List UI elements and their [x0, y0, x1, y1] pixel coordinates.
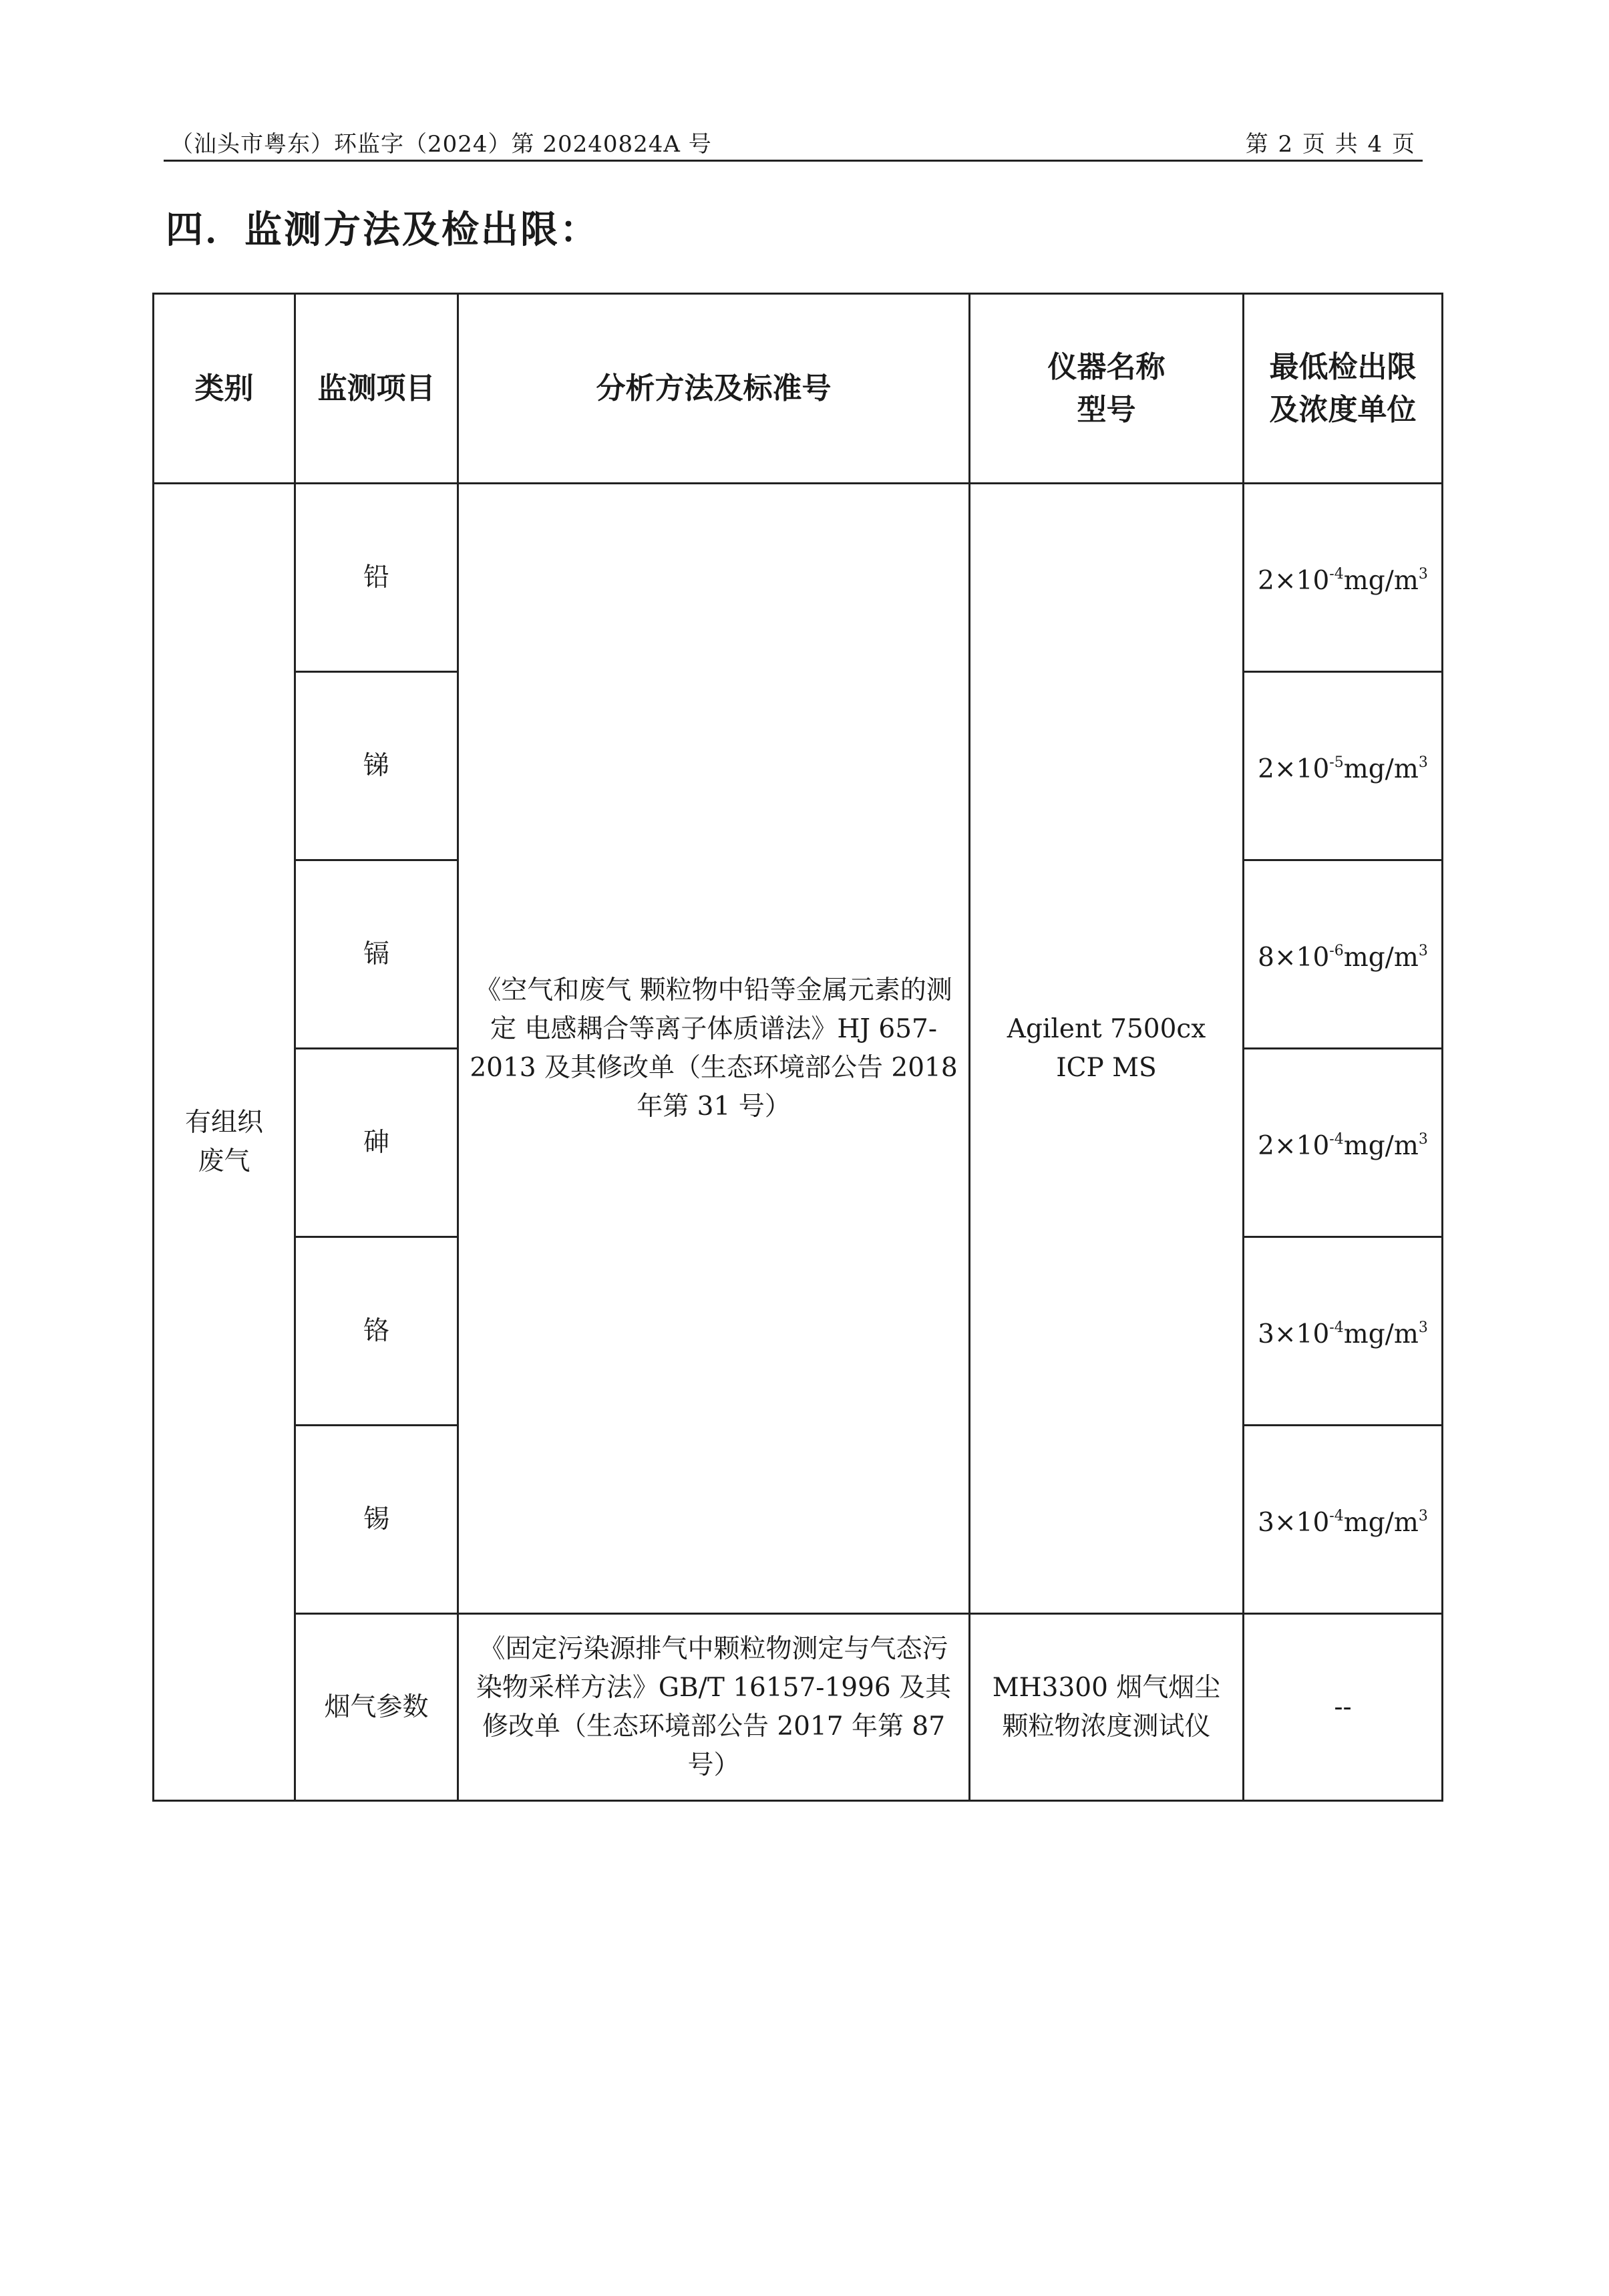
detection-limit-cell: $3\times 10^{-4}mg/m^3$	[1244, 1237, 1443, 1426]
item-cell: 镉	[295, 860, 458, 1049]
detection-limit-cell: $8\times 10^{-6}mg/m^3$	[1244, 860, 1443, 1049]
metals-method-cell	[458, 484, 970, 1614]
flue-instrument-cell	[970, 1614, 1244, 1801]
flue-method-text: 《固定污染源排气中颗粒物测定与气态污染物采样方法》GB/T 16157-1996 及其修改单（生态环境部公告 2017 年第 87 号）	[476, 1633, 952, 1780]
header-instrument-line2: 型号	[1077, 392, 1136, 427]
detection-limit-cell: $2\times 10^{-4}mg/m^3$	[1244, 1049, 1443, 1237]
page-indicator: 第 2 页 共 4 页	[1245, 131, 1416, 158]
detection-limit-cell: $3\times 10^{-4}mg/m^3$	[1244, 1426, 1443, 1614]
section-title: 四．监测方法及检出限：	[166, 208, 599, 252]
header-limit-line2: 及浓度单位	[1269, 392, 1417, 427]
metals-instrument-cell	[970, 484, 1244, 1614]
header-category: 类别	[154, 294, 295, 484]
item-cell: 烟气参数	[295, 1614, 458, 1801]
item-cell: 锑	[295, 672, 458, 860]
detection-limit-cell: $2\times 10^{-5}mg/m^3$	[1244, 672, 1443, 860]
table-row	[154, 484, 1443, 672]
category-cell	[154, 484, 295, 1801]
instrument-model: ICP MS	[1056, 1052, 1157, 1083]
item-cell: 铬	[295, 1237, 458, 1426]
detection-limit-cell: --	[1244, 1614, 1443, 1801]
item-cell: 砷	[295, 1049, 458, 1237]
flue-method-cell	[458, 1614, 970, 1801]
header-item: 监测项目	[295, 294, 458, 484]
item-cell: 铅	[295, 484, 458, 672]
methods-table	[152, 293, 1443, 1802]
header-instrument	[970, 294, 1244, 484]
header-limit	[1244, 294, 1443, 484]
instrument-name: Agilent 7500cx	[1007, 1013, 1206, 1044]
table-row	[154, 1614, 1443, 1801]
header-method: 分析方法及标准号	[458, 294, 970, 484]
item-cell: 锡	[295, 1426, 458, 1614]
page-header	[164, 120, 1423, 162]
detection-limit-cell: $2\times 10^{-4}mg/m^3$	[1244, 484, 1443, 672]
document-number: （汕头市粤东）环监字（2024）第 20240824A 号	[170, 131, 712, 158]
header-limit-line1: 最低检出限	[1269, 349, 1417, 384]
flue-instrument-text: MH3300 烟气烟尘颗粒物浓度测试仪	[992, 1672, 1221, 1742]
category-label: 有组织废气	[184, 1107, 263, 1176]
header-rule	[164, 160, 1423, 162]
header-instrument-line1: 仪器名称	[1047, 349, 1166, 384]
table-header-row	[154, 294, 1443, 484]
metals-method-text: 《空气和废气 颗粒物中铅等金属元素的测定 电感耦合等离子体质谱法》HJ 657-2013 及其修改单（生态环境部公告 2018 年第 31 号）	[470, 975, 958, 1122]
